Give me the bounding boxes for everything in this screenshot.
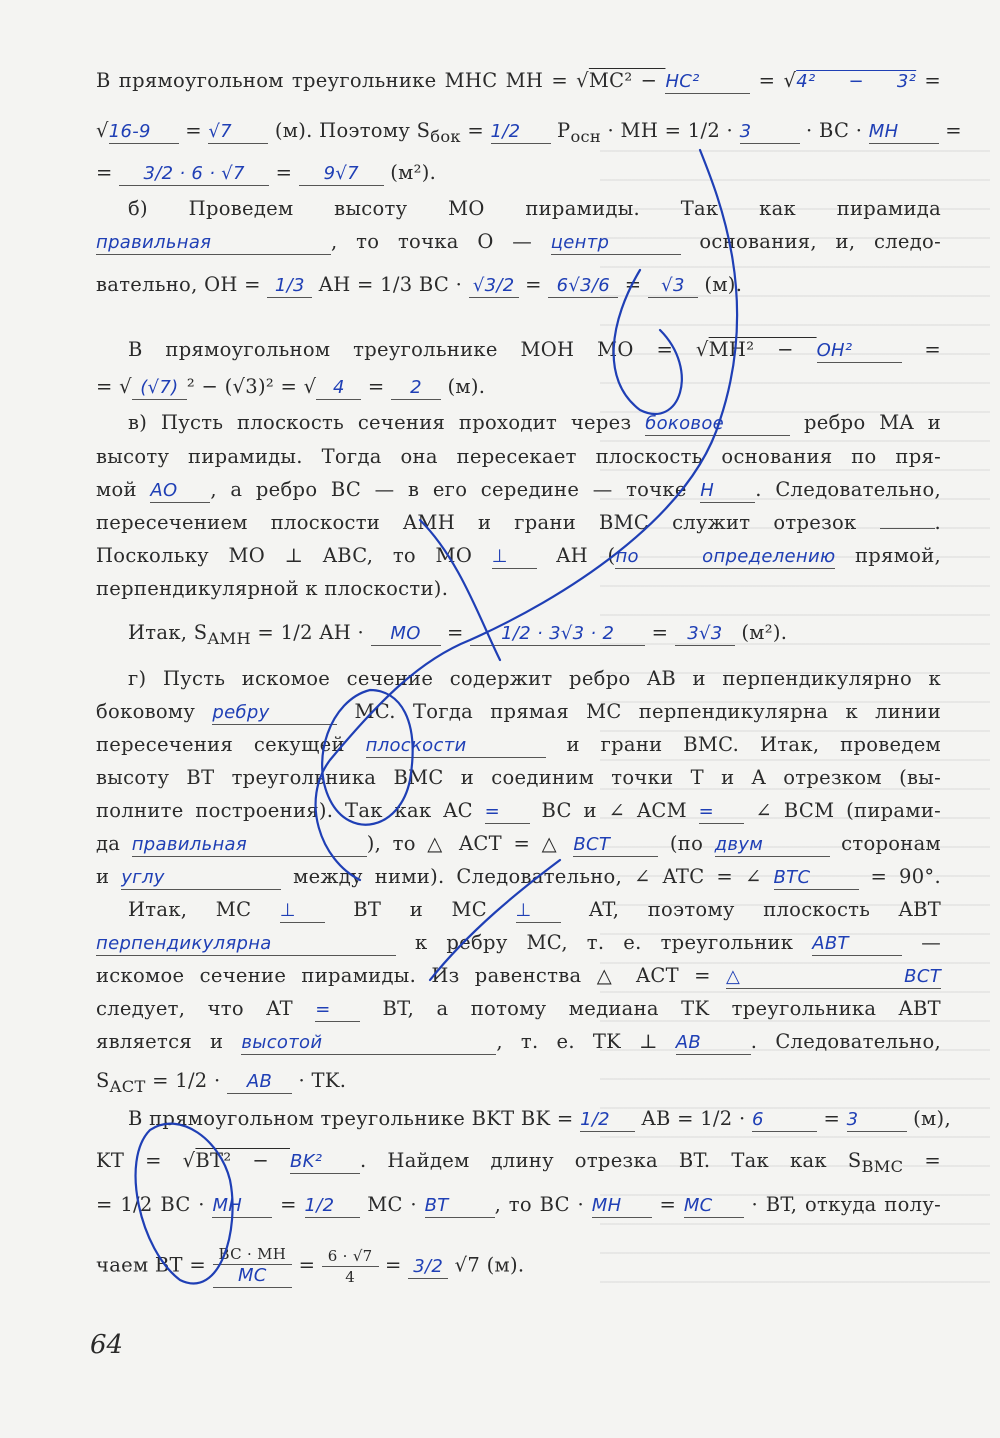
- text-run: ·: [732, 1107, 753, 1130]
- text-run: BT, а потому медиана TK треугольника ABT: [360, 997, 941, 1020]
- text-run: =: [440, 621, 471, 644]
- text-run: В прямоугольном треугольнике BKT BK =: [128, 1107, 581, 1130]
- text-run: , а ребро BC — в его середине — точке: [210, 478, 701, 501]
- text-run: боковому: [96, 700, 213, 723]
- text-run: · BT, откуда полу-: [743, 1193, 941, 1216]
- text-run: пересечения секущей: [96, 733, 366, 756]
- handwritten-answer: ребру: [212, 702, 337, 725]
- handwritten-answer: 1/2: [305, 1195, 360, 1218]
- handwritten-answer: перпендикулярна: [96, 933, 396, 956]
- text-run: (м²).: [383, 161, 437, 184]
- text-run: BC ·: [152, 1193, 213, 1216]
- handwritten-answer: BCT: [573, 834, 658, 857]
- text-run: в) Пусть плоскость сечения проходит через: [128, 411, 646, 434]
- handwritten-answer: центр: [551, 232, 681, 255]
- handwritten-answer: MH: [212, 1195, 272, 1218]
- handwritten-answer: ⊥: [516, 900, 561, 923]
- text-line-18: [96, 732, 941, 758]
- handwritten-answer: BT: [425, 1195, 495, 1218]
- handwritten-answer: MH: [869, 121, 939, 144]
- text-run: высоту BT треугольника BMC и соединим точки T и A отрезком (вы-: [96, 766, 941, 789]
- empty-answer-blank: [880, 510, 935, 529]
- text-run: полните построения). Так как AC: [96, 799, 485, 822]
- text-line-20: [96, 798, 941, 824]
- text-run: перпендикулярной к плоскости).: [96, 577, 449, 600]
- handwritten-answer: 1/2: [491, 121, 551, 144]
- text-line-28: [96, 1068, 941, 1100]
- handwritten-answer: MH: [592, 1195, 652, 1218]
- radicand: MH² −: [708, 338, 817, 361]
- text-line-8: [96, 374, 941, 400]
- text-run: В прямоугольном треугольнике MOH MO = √: [128, 338, 709, 361]
- text-run: =: [250, 621, 281, 644]
- handwritten-answer: HC²: [665, 71, 750, 94]
- text-run: (м).: [441, 375, 486, 398]
- text-run: основания, и, следо-: [680, 230, 941, 253]
- text-line-6: [96, 272, 941, 298]
- text-run: KT = √: [96, 1149, 196, 1172]
- fraction: 1/2: [700, 1107, 733, 1130]
- fraction-denominator: 4: [345, 1267, 356, 1286]
- text-run: =: [378, 1253, 409, 1277]
- text-run: (м),: [906, 1107, 951, 1130]
- handwritten-answer: 3: [740, 121, 800, 144]
- text-run: BC и ∠ ACM: [529, 799, 699, 822]
- text-line-19: [96, 765, 941, 791]
- text-run: =: [145, 1069, 176, 1092]
- handwritten-answer: 6: [752, 1109, 817, 1132]
- handwritten-answer: =: [315, 999, 360, 1022]
- handwritten-answer: плоскости: [366, 735, 546, 758]
- text-run: AT, поэтому плоскость ABT: [560, 898, 942, 921]
- text-line-27: [96, 1029, 941, 1055]
- text-run: ·: [720, 119, 740, 142]
- text-run: =: [178, 119, 209, 142]
- text-run: следует, что AT: [96, 997, 316, 1020]
- text-run: =: [361, 375, 392, 398]
- text-run: =: [96, 161, 120, 184]
- handwritten-answer: MO: [371, 623, 441, 646]
- text-line-32: [96, 1244, 941, 1288]
- text-line-13: [96, 543, 941, 569]
- handwritten-answer: 9√7: [299, 163, 384, 186]
- text-run: искомое сечение пирамиды. Из равенства △ ACT =: [96, 964, 726, 987]
- text-run: =: [938, 119, 962, 142]
- text-run: Итак, S: [128, 621, 208, 644]
- handwritten-answer: 16-9: [109, 121, 179, 144]
- text-run: .: [934, 511, 941, 534]
- text-run: BT и MC: [324, 898, 516, 921]
- text-run: (по: [658, 832, 715, 855]
- text-line-14: [96, 576, 941, 602]
- text-run: вательно, OH =: [96, 273, 268, 296]
- subscript: ACT: [109, 1076, 146, 1096]
- subscript: бок: [430, 126, 461, 146]
- text-run: √: [96, 119, 109, 142]
- handwritten-answer: 6√3/6: [548, 275, 618, 298]
- text-line-5: [96, 229, 941, 255]
- handwritten-answer: √7: [208, 121, 268, 144]
- text-run: ), то △ ACT = △: [366, 832, 574, 855]
- text-run: =: [292, 1253, 322, 1277]
- text-run: В прямоугольном треугольнике MHC MH = √: [96, 69, 589, 92]
- text-run: пересечением плоскости AMH и грани BMC служит отрезок: [96, 511, 880, 534]
- handwritten-answer: 2: [391, 377, 441, 400]
- fraction-value: [322, 1246, 379, 1287]
- handwritten-answer: BTC: [774, 867, 859, 890]
- radicand: BT² −: [195, 1149, 290, 1172]
- text-line-7: [96, 337, 941, 363]
- handwritten-answer: =: [485, 801, 530, 824]
- text-run: (м²).: [734, 621, 788, 644]
- text-run: =: [645, 621, 675, 644]
- text-run: высоту пирамиды. Тогда она пересекает плоскость основания по пря-: [96, 445, 941, 468]
- text-run: =: [651, 1193, 684, 1216]
- text-run: ребро MA и: [790, 411, 941, 434]
- text-run: (м). Поэтому S: [268, 119, 431, 142]
- text-run: . Следовательно,: [755, 478, 941, 501]
- handwritten-answer: AO: [150, 480, 210, 503]
- handwritten-answer: боковое: [645, 413, 790, 436]
- handwritten-answer: OH²: [817, 340, 902, 363]
- fraction: 1/3: [380, 273, 413, 296]
- handwritten-answer: AB: [227, 1071, 292, 1094]
- text-run: ∠ BCM (пирами-: [743, 799, 941, 822]
- fraction: 1/2: [280, 621, 313, 644]
- text-run: = √: [750, 69, 797, 92]
- text-line-26: [96, 996, 941, 1022]
- text-line-15: [96, 620, 941, 652]
- text-run: . Найдем длину отрезка BT. Так как S: [359, 1149, 862, 1172]
- handwritten-answer: 3√3: [675, 623, 735, 646]
- handwritten-answer: △ BCT: [726, 966, 941, 987]
- text-line-4: [96, 196, 941, 222]
- handwritten-answer: 3/2: [408, 1256, 448, 1279]
- text-line-3: [96, 160, 941, 186]
- handwritten-answer: 1/2 · 3√3 · 2: [470, 623, 645, 646]
- handwritten-answer: ⊥: [492, 546, 537, 569]
- fraction: 1/2: [120, 1193, 153, 1216]
- text-run: · MH =: [601, 119, 688, 142]
- text-run: = √: [274, 375, 317, 398]
- fraction-numerator: BC · MH: [213, 1244, 293, 1265]
- subscript: AMH: [207, 628, 251, 648]
- text-run: AH ·: [312, 621, 371, 644]
- text-line-24: [96, 930, 941, 956]
- handwritten-answer: 1/2: [580, 1109, 635, 1132]
- text-line-10: [96, 444, 941, 470]
- text-run: является и: [96, 1030, 242, 1053]
- text-run: =: [903, 1149, 941, 1172]
- handwritten-answer: 3: [847, 1109, 907, 1132]
- text-line-12: [96, 510, 941, 536]
- text-line-21: [96, 831, 941, 857]
- text-run: AB =: [635, 1107, 701, 1130]
- text-run: ·: [207, 1069, 228, 1092]
- text-run: · TK.: [292, 1069, 347, 1092]
- handwritten-answer: √3/2: [469, 275, 519, 298]
- text-line-2: [96, 118, 962, 150]
- handwritten-answer: √3: [648, 275, 698, 298]
- text-run: чаем BT =: [96, 1253, 213, 1277]
- handwritten-answer: ABT: [812, 933, 902, 956]
- subscript: осн: [570, 126, 602, 146]
- text-run: б) Проведем высоту MO пирамиды. Так как пирамида: [128, 197, 941, 220]
- handwritten-answer: AB: [676, 1032, 751, 1055]
- text-run: =: [272, 1193, 305, 1216]
- text-run: (м).: [697, 273, 743, 296]
- radicand: MC² −: [588, 69, 666, 92]
- handwritten-answer: (√7): [132, 377, 187, 400]
- handwritten-answer: углу: [121, 867, 281, 890]
- text-run: =: [901, 338, 942, 361]
- text-run: AH =: [312, 273, 381, 296]
- text-line-29: [96, 1106, 951, 1132]
- handwritten-answer: по определению: [615, 546, 836, 567]
- text-run: =: [269, 161, 299, 184]
- text-line-17: [96, 699, 941, 725]
- text-run: MC ·: [359, 1193, 425, 1216]
- text-line-16: [96, 666, 941, 692]
- handwritten-answer: H: [700, 480, 755, 503]
- text-run: и: [96, 865, 122, 888]
- text-run: S: [96, 1069, 110, 1092]
- handwritten-answer: двум: [715, 834, 830, 857]
- text-line-30: [96, 1148, 941, 1180]
- handwritten-answer: =: [699, 801, 744, 824]
- text-line-1: [96, 68, 941, 94]
- text-run: P: [550, 119, 571, 142]
- page-number: 64: [90, 1330, 124, 1360]
- text-run: · BC ·: [799, 119, 869, 142]
- fraction-bt: [213, 1244, 293, 1288]
- text-run: мой: [96, 478, 151, 501]
- text-run: √7 (м).: [448, 1253, 525, 1277]
- text-run: =: [618, 273, 648, 296]
- text-run: да: [96, 832, 132, 855]
- handwritten-answer: ⊥: [280, 900, 325, 923]
- text-run: —: [902, 931, 941, 954]
- text-run: г) Пусть искомое сечение содержит ребро AB и перпендикулярно к: [128, 667, 941, 690]
- handwritten-answer: 4: [316, 377, 361, 400]
- handwritten-answer: правильная: [96, 232, 331, 255]
- text-run: , то точка O —: [331, 230, 551, 253]
- fraction-numerator: 6 · √7: [322, 1246, 379, 1267]
- text-run: сторонам: [829, 832, 941, 855]
- text-run: прямой,: [835, 544, 941, 567]
- text-run: и грани BMC. Итак, проведем: [545, 733, 942, 756]
- handwritten-answer: 4² − 3²: [796, 71, 917, 92]
- handwritten-answer: MC: [213, 1265, 293, 1288]
- text-run: BC ·: [412, 273, 469, 296]
- text-run: , то BC ·: [494, 1193, 592, 1216]
- text-run: между ними). Следовательно, ∠ ATC = ∠: [281, 865, 774, 888]
- fraction: 1/2: [175, 1069, 208, 1092]
- text-run: =: [96, 1193, 121, 1216]
- text-run: MC. Тогда прямая MC перпендикулярна к линии: [337, 700, 941, 723]
- handwritten-answer: MC: [684, 1195, 744, 1218]
- fraction: 1/2: [687, 119, 721, 142]
- text-run: = √: [96, 375, 132, 398]
- text-line-11: [96, 477, 941, 503]
- text-run: AH (: [536, 544, 616, 567]
- text-run: к ребру MC, т. е. треугольник: [396, 931, 813, 954]
- text-line-23: [96, 897, 941, 923]
- text-run: =: [916, 69, 941, 92]
- text-run: , т. е. TK ⊥: [496, 1030, 676, 1053]
- text-run: . Следовательно,: [750, 1030, 941, 1053]
- handwritten-answer: правильная: [132, 834, 367, 857]
- text-run: ² − (√3)²: [186, 375, 274, 398]
- handwritten-answer: 1/3: [267, 275, 312, 298]
- subscript: BMC: [861, 1156, 904, 1176]
- text-line-22: [96, 864, 941, 890]
- handwritten-answer: 3/2 · 6 · √7: [119, 163, 269, 186]
- text-line-9: [96, 410, 941, 436]
- text-line-31: [96, 1192, 941, 1218]
- handwritten-answer: BK²: [290, 1151, 360, 1174]
- text-line-25: [96, 963, 941, 989]
- text-run: Поскольку MO ⊥ ABC, то MO: [96, 544, 492, 567]
- handwritten-answer: высотой: [241, 1032, 496, 1055]
- text-run: Итак, MC: [128, 898, 280, 921]
- text-run: = 90°.: [858, 865, 941, 888]
- text-run: =: [518, 273, 549, 296]
- text-run: =: [817, 1107, 847, 1130]
- text-run: =: [460, 119, 491, 142]
